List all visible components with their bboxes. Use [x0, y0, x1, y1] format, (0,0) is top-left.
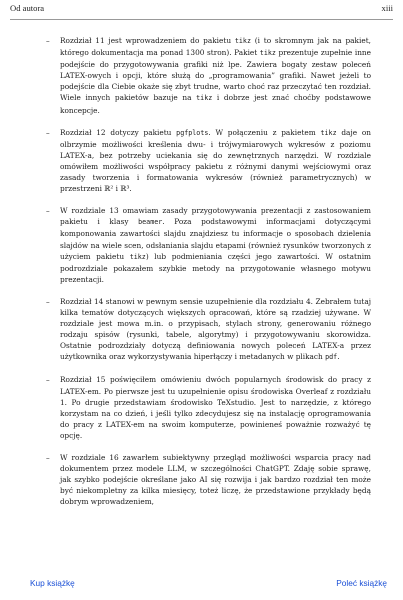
- list-item: [46, 35, 371, 116]
- recommend-book-link[interactable]: Poleć książkę: [336, 578, 387, 588]
- text-run: Rozdział 15 poświęciłem omówieniu dwóch popularnych środowisk do pracy z LATEX-em. Po pierwsze jest tu uzupełnienie opisu środowiska Overleaf z rozdziału 1. Po drugie przedstawiam środowisko TeXstudio. Jest to narzędzie, z którego korzystam na co dzień, i jeśli tylko zdecydujesz się na instalację oprogramowania do pracy z LATEX-em na swoim komputerze, powinieneś poważnie rozważyć tę opcję.: [60, 375, 371, 440]
- text-run: Rozdział 14 stanowi w pewnym sensie uzupełnienie dla rozdziału 4. Zebrałem tutaj kilka tematów dotyczących większych opracowań, które są rzadziej używane. W rozdziale jest mowa m.in. o przypisach, stylach strony, generowaniu różnego rodzaju spisów (rysunki, tabele, algorytmy) i przygotowywaniu skorowidza. Ostatnie podrozdziały dotyczą definiowania nowych poleceń LATEX-a przez użytkownika oraz wykorzystywania hiperłączy i metadanych w plikach: [60, 296, 371, 362]
- header-rule: [10, 19, 393, 20]
- paragraph-text: [60, 453, 371, 506]
- text-run: W rozdziale 16 zawarłem subiektywny przegląd możliwości wsparcia pracy nad dokumentem przez modele LLM, w szczególności ChatGPT. Zdaję sobie sprawę, jak szybko podejście określane jako AI się rozwija i jak bardzo rozdział ten może być niekompletny za kilka miesięcy, toteż liczę, że przedstawione przykłady będą dobrym wprowadzeniem,: [60, 453, 371, 507]
- section-title: Od autora: [10, 3, 45, 13]
- text-run: . W połączeniu z pakietem: [208, 127, 321, 137]
- text-run: Rozdział 12 dotyczy pakietu: [60, 127, 177, 137]
- code-term: tikz: [259, 49, 276, 58]
- chapter-list: [46, 35, 371, 518]
- text-run: . Poza podstawowymi informacjami dotyczącymi komponowania zawartości slajdu znajdziesz tu informacje o sposobach dzielenia slajdów na wiele scen, odsłaniania slajdu etapami (również rysunków tworzonych z użyciem pakietu: [60, 217, 371, 261]
- text-run: (i to skromnym jak na pakiet, którego dokumentacja ma ponad 1300 stron). Pakiet: [60, 36, 371, 58]
- list-item: [46, 205, 371, 285]
- text-run: .: [337, 352, 340, 362]
- paragraph-text: [60, 375, 371, 439]
- paragraph-text: [60, 206, 371, 284]
- code-term: tikz: [129, 252, 146, 261]
- text-run: prezentuje zupełnie inne podejście do przygotowywania grafiki niż lpe. Zawiera bogaty zestaw poleceń LATEX-owych i opcji, które służą do „programowania” grafiki. Nawet jeżeli to podejście dla Ciebie okaże się zbyt trudne, warto choć raz przeczytać ten rozdział. Wiele innych pakietów bazuje na: [60, 48, 371, 103]
- list-dash: –: [46, 296, 50, 306]
- paragraph-text: [60, 36, 371, 115]
- code-term: tikz: [234, 37, 251, 45]
- list-item: [46, 374, 371, 441]
- text-run: W rozdziale 13 omawiam zasady przygotowywania prezentacji z zastosowaniem pakietu i klasy: [60, 206, 371, 227]
- list-item: [46, 452, 371, 507]
- list-dash: –: [46, 206, 50, 216]
- buy-book-link[interactable]: Kup książkę: [30, 578, 75, 588]
- text-run: Rozdział 11 jest wprowadzeniem do pakietu: [60, 36, 235, 45]
- text-run: i dobrze jest znać choćby podstawowe koncepcje.: [60, 93, 371, 115]
- list-dash: –: [46, 36, 50, 45]
- code-term: pdf: [325, 353, 338, 362]
- list-dash: –: [46, 453, 50, 462]
- running-header: [10, 0, 393, 18]
- paragraph-text: [60, 297, 371, 361]
- code-term: tikz: [196, 94, 213, 103]
- list-item: [46, 296, 371, 364]
- footer: [0, 578, 403, 592]
- code-term: pgfplots: [176, 128, 209, 137]
- page-number: xiii: [381, 3, 393, 13]
- code-term: beamer: [138, 218, 163, 227]
- code-term: tikz: [320, 128, 337, 137]
- text-run: daje on olbrzymie możliwości kreślenia dwu- i trójwymiarowych wykresów z poziomu LATEX-a, bez potrzeby uciekania się do zewnętrznych narzędzi. W rozdziale omówiłem możliwości współpracy pakietu z różnymi danymi wejściowymi oraz zasady tworzenia i formatowania wykresów (również parametrycznych) w przestrzeni ℝ² i ℝ³.: [60, 127, 371, 194]
- paragraph-text: [60, 128, 371, 193]
- list-item: [46, 127, 371, 195]
- text-run: ) lub podmieniania części jego zawartości. W ostatnim podrozdziale pokazałem szybkie metody na przygotowanie własnego motywu prezentacji.: [60, 251, 372, 284]
- list-dash: –: [46, 127, 50, 137]
- list-dash: –: [46, 375, 50, 385]
